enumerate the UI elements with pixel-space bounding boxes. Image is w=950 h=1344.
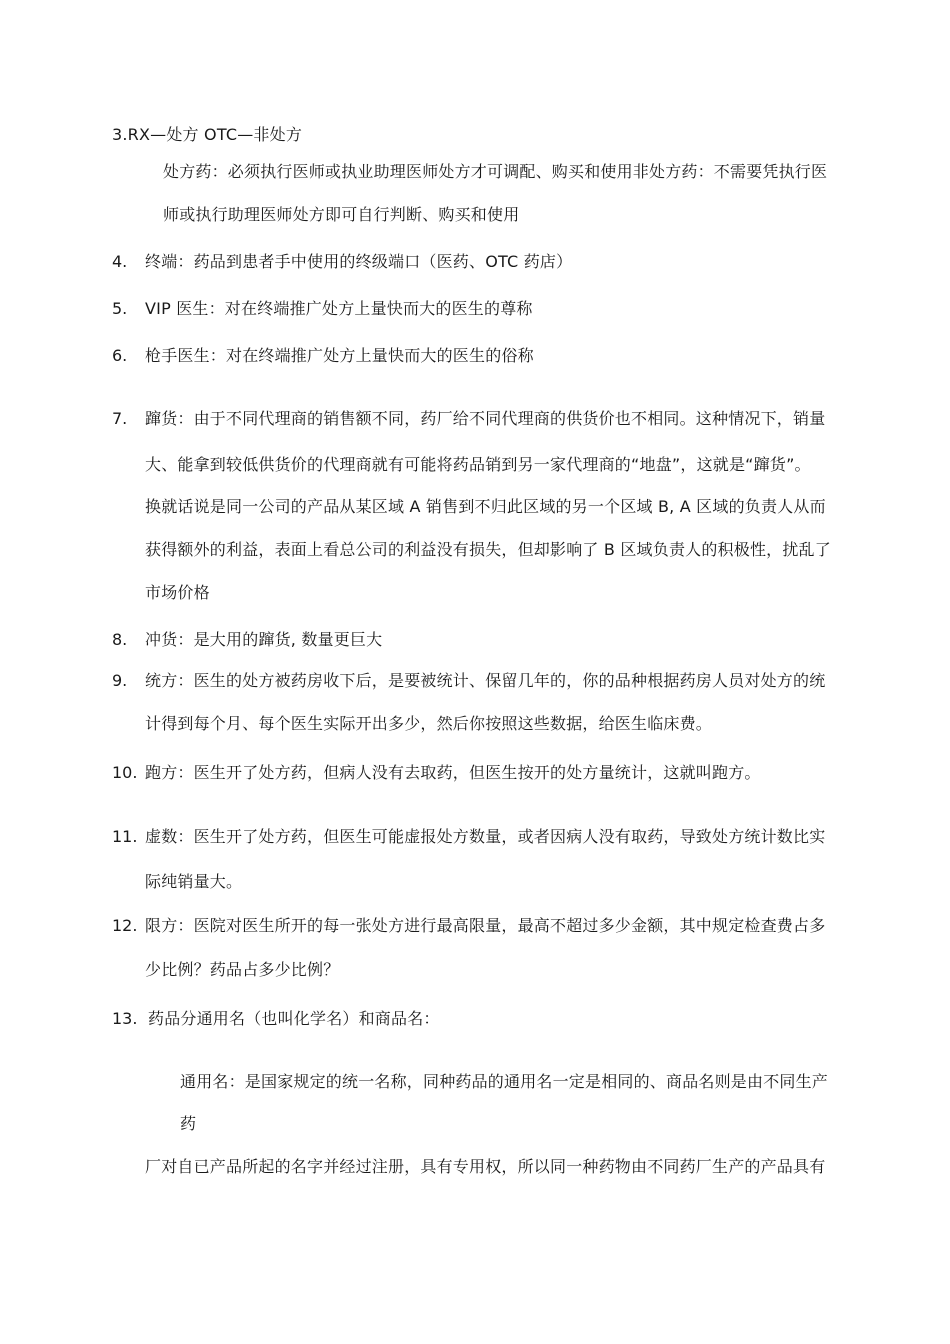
generic-name-line-2: 药 xyxy=(180,1114,197,1133)
generic-name-line-1: 通用名：是国家规定的统一名称，同种药品的通用名一定是相同的、商品名则是由不同生产 xyxy=(180,1072,829,1091)
generic-name-line-3: 厂对自已产品所起的名字并经过注册，具有专用权，所以同一种药物由不同药厂生产的产品具有 xyxy=(145,1157,826,1176)
item-text: 市场价格 xyxy=(145,583,210,602)
item-number: 13. xyxy=(112,1009,138,1028)
item-text: 终端：药品到患者手中使用的终级端口（医药、OTC 药店） xyxy=(145,252,573,271)
item-text: VIP 医生：对在终端推广处方上量快而大的医生的尊称 xyxy=(145,299,533,318)
item-number: 7. xyxy=(112,409,128,428)
item-number: 4. xyxy=(112,252,128,271)
item-text: 药品分通用名（也叫化学名）和商品名： xyxy=(148,1009,440,1028)
item-text: 获得额外的利益，表面上看总公司的利益没有损失，但却影响了 B 区域负责人的积极性，扰乱了 xyxy=(145,540,831,559)
item-number: 8. xyxy=(112,630,128,649)
intro-line-1: 处方药：必须执行医师或执业助理医师处方才可调配、购买和使用非处方药：不需要凭执行医 xyxy=(163,162,828,181)
item-text: 际纯销量大。 xyxy=(145,872,243,891)
item-text: 限方：医院对医生所开的每一张处方进行最高限量，最高不超过多少金额，其中规定检查费占多 xyxy=(145,916,826,935)
item-number: 10. xyxy=(112,763,138,782)
item-text: 冲货：是大用的蹿货, 数量更巨大 xyxy=(145,630,383,649)
item-text: 蹿货：由于不同代理商的销售额不同，药厂给不同代理商的供货价也不相同。这种情况下，销量 xyxy=(145,409,826,428)
item-text: 统方：医生的处方被药房收下后，是要被统计、保留几年的，你的品种根据药房人员对处方的统 xyxy=(145,671,826,690)
item-text: 换就话说是同一公司的产品从某区域 A 销售到不归此区域的另一个区域 B, A 区域的负责人从而 xyxy=(145,497,826,516)
item-number: 5. xyxy=(112,299,128,318)
item-text: 少比例？药品占多少比例？ xyxy=(145,960,340,979)
section-heading: 3.RX—处方 OTC—非处方 xyxy=(112,125,303,144)
item-number: 11. xyxy=(112,827,138,846)
item-number: 6. xyxy=(112,346,128,365)
item-text: 枪手医生：对在终端推广处方上量快而大的医生的俗称 xyxy=(145,346,534,365)
item-number: 12. xyxy=(112,916,138,935)
item-text: 虚数：医生开了处方药，但医生可能虚报处方数量，或者因病人没有取药，导致处方统计数比实 xyxy=(145,827,826,846)
intro-line-2: 师或执行助理医师处方即可自行判断、购买和使用 xyxy=(163,205,520,224)
item-text: 跑方：医生开了处方药，但病人没有去取药，但医生按开的处方量统计，这就叫跑方。 xyxy=(145,763,761,782)
item-number: 9. xyxy=(112,671,128,690)
item-text: 计得到每个月、每个医生实际开出多少，然后你按照这些数据，给医生临床费。 xyxy=(145,714,713,733)
item-text: 大、能拿到较低供货价的代理商就有可能将药品销到另一家代理商的“地盘”，这就是“蹿货”。 xyxy=(145,455,811,474)
